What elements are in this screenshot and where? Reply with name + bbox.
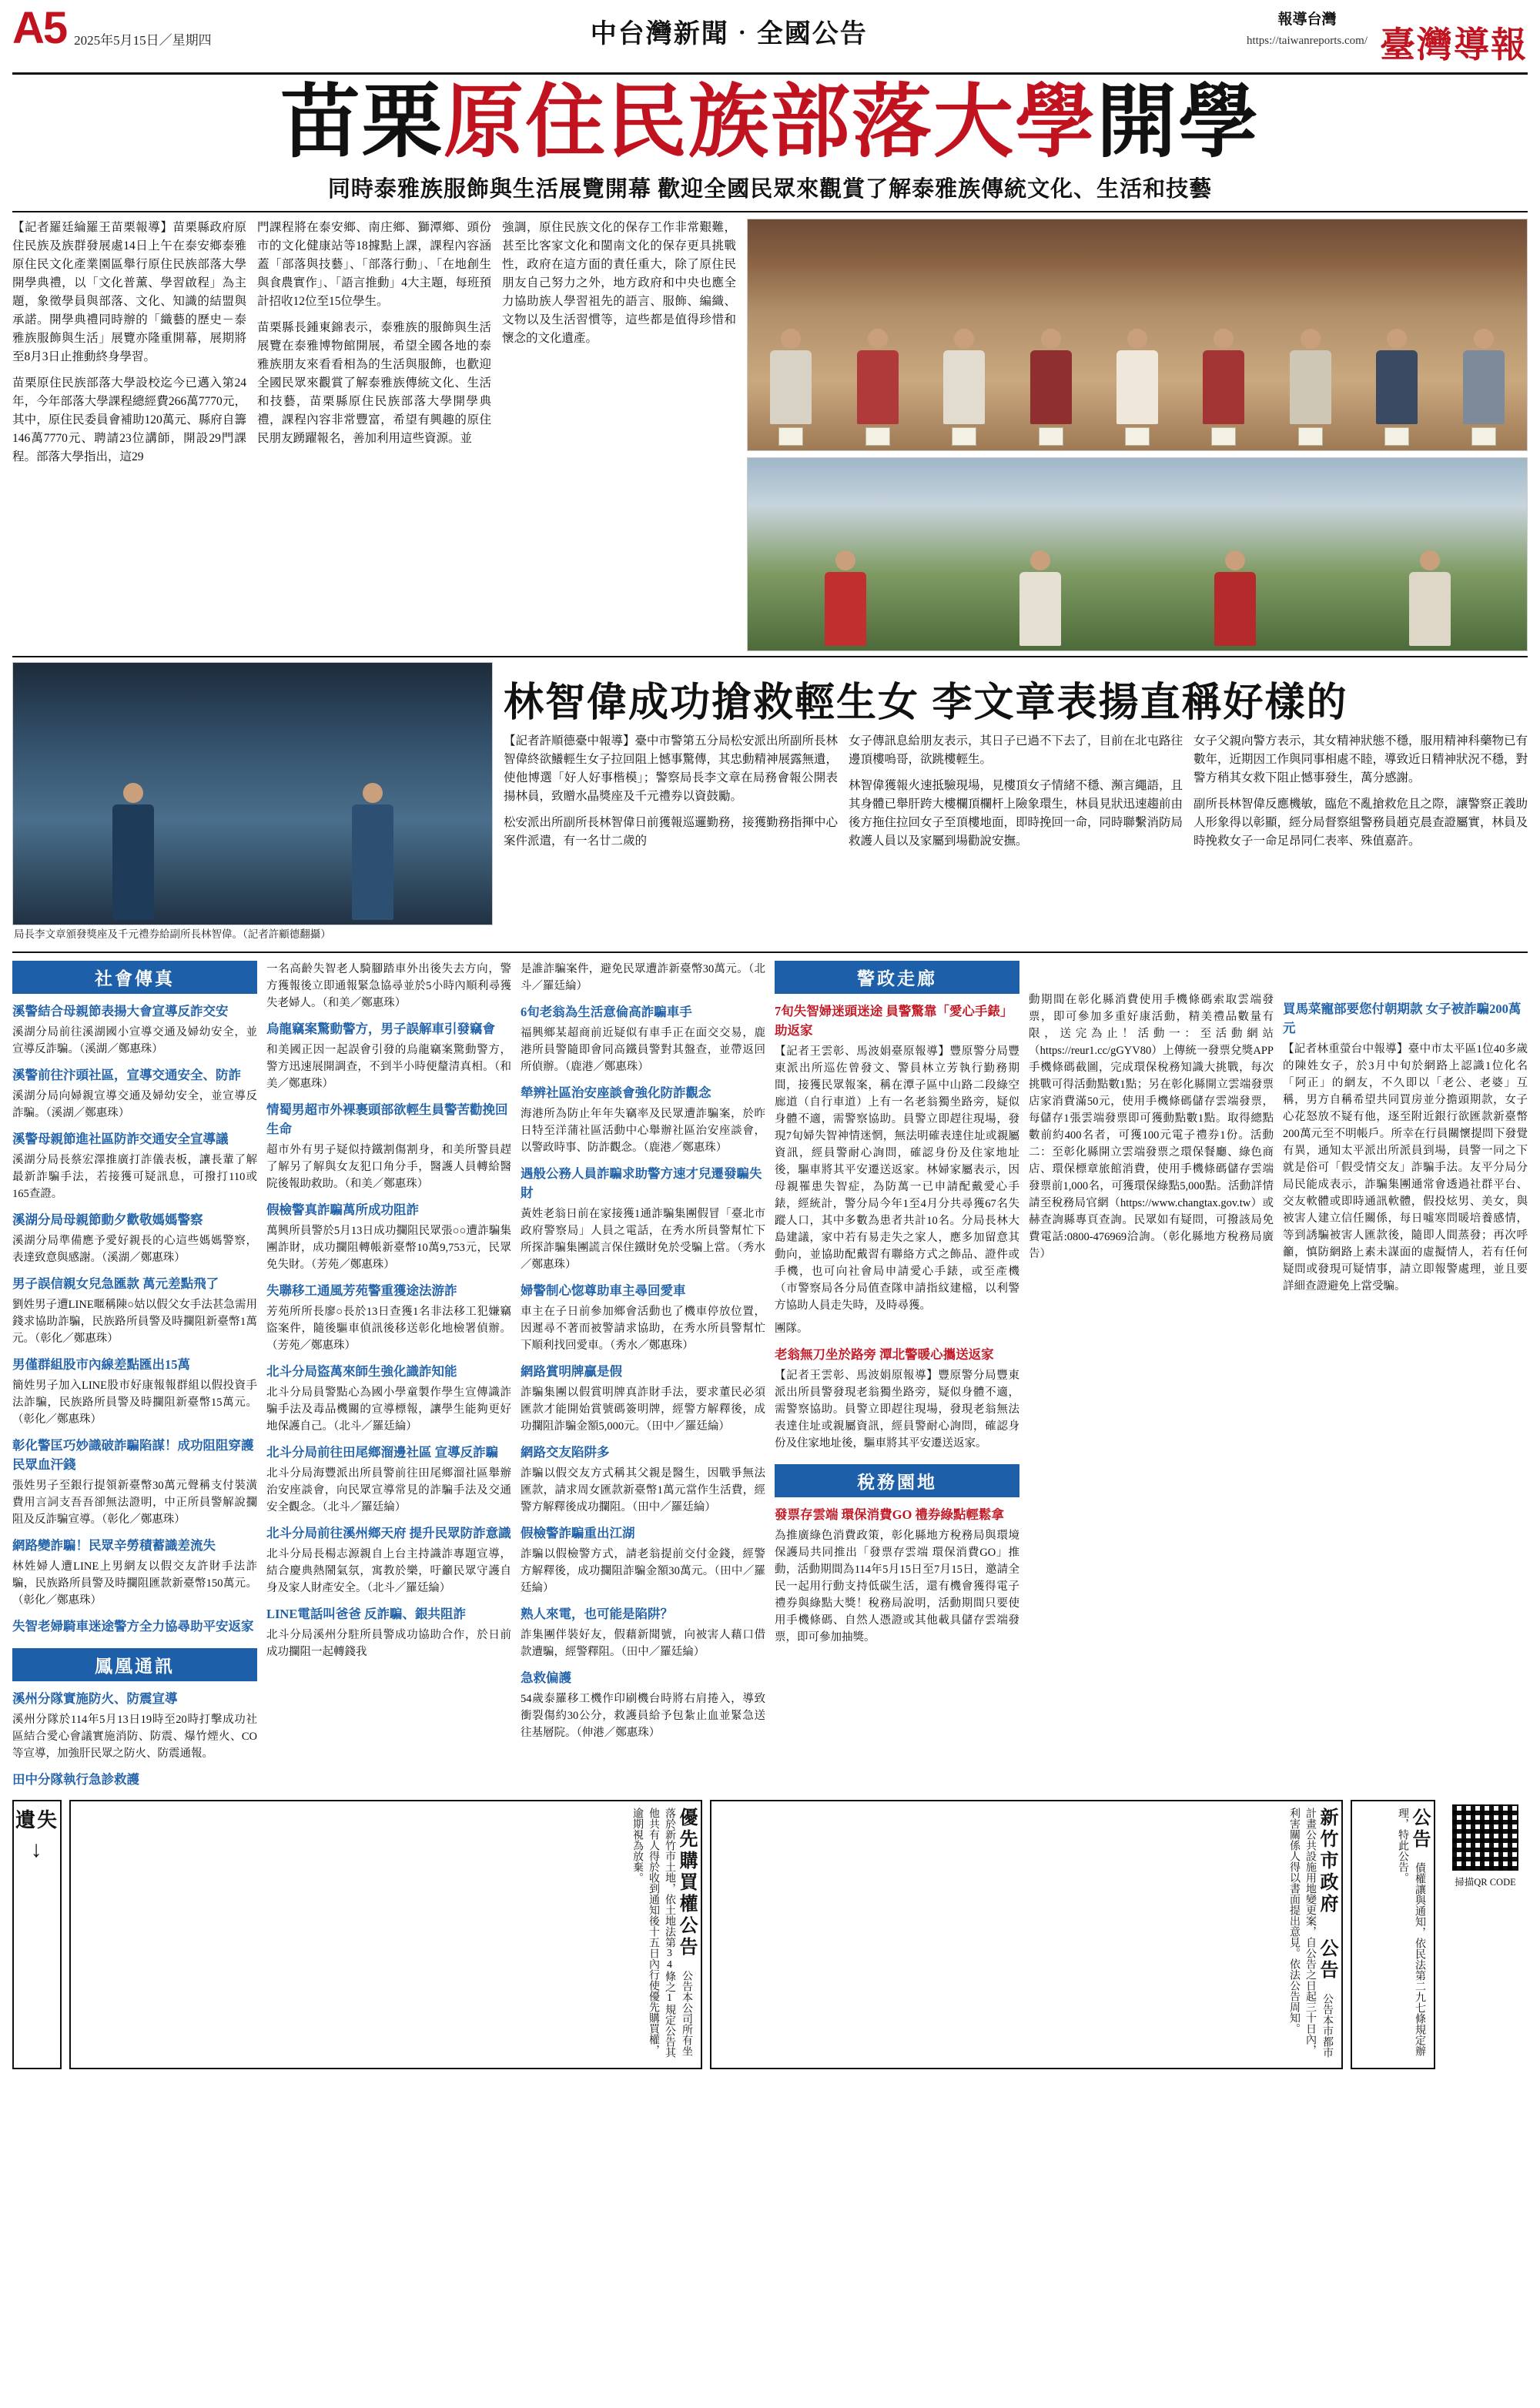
photo-opening-ceremony (747, 219, 1528, 451)
headline-part3: 開學 (1096, 78, 1260, 167)
brief-headline: 7旬失智婦迷頭迷途 員警驚靠「愛心手錶」助返家 (775, 1004, 1013, 1038)
brief-item (266, 1523, 511, 1597)
paragraph: 松安派出所副所長林智偉日前獲報巡邏勤務，接獲勤務指揮中心案件派遣，有一名廿二歲的 (504, 816, 839, 848)
briefs-column-4 (775, 961, 1019, 1792)
second-article-wrap (504, 662, 1528, 944)
brief-item (266, 1100, 511, 1192)
divider-rule (12, 656, 1528, 657)
paragraph: 女子父親向警方表示，其女精神狀態不穩，服用精神科藥物已有數年，近期因工作與同事相處不睦，導致近日精神狀況不穩，對警方稍其女救下阻止憾事發生，萬分感謝。 (1194, 734, 1528, 784)
brief-body: 溪湖分局長蔡宏澤推廣打詐儀表板，讓長輩了解最新詐騙手法，若接獲可疑訊息，可撥打110或165查證。 (12, 1154, 257, 1200)
brief-item (266, 1604, 511, 1661)
briefs-column-1 (12, 961, 257, 1792)
brief-item (521, 1668, 765, 1741)
mid-wrapper (12, 662, 1528, 944)
brief-item (775, 1002, 1019, 1314)
paragraph: 門課程將在泰安鄉、南庄鄉、獅潭鄉、頭份市的文化健康站等18據點上課，課程內容涵蓋「部落與技藝」、「部落行動」、「在地創生與食農實作」、「語言推動」4大主題，每班預計招收12位至15位學生。 (257, 221, 491, 308)
brief-headline: 溪州分隊實施防火、防震宣導 (12, 1691, 178, 1706)
section-header-tax: 稅務園地 (775, 1464, 1019, 1497)
ad-body: 債權讓與通知，依民法第二九七條規定辦理，特此公告。 (1397, 1808, 1425, 2056)
brief-body: 一名高齡失智老人騎腳踏車外出後失去方向，警方獲報後立即通報緊急協尋並於5小時內順利尋獲失老婦人。（和美／鄭惠珠） (266, 963, 511, 1009)
second-headline: 林智偉成功搶救輕生女 李文章表揚直稱好樣的 (504, 681, 1348, 725)
page-badge: A5 (12, 3, 67, 53)
brief-item (521, 1281, 765, 1354)
section-title: 中台灣新聞‧全國公告 (590, 20, 868, 48)
photo-figures (748, 458, 1527, 650)
headline-subtitle: 同時泰雅族服飾與生活展覽開幕 歡迎全國民眾來觀賞了解泰雅族傳統文化、生活和技藝 (327, 177, 1213, 202)
paragraph: 苗栗縣長鍾東錦表示，泰雅族的服飾與生活展覽在泰雅博物館開展，希望全國各地的泰雅族朋友來看看相為的生活與服飾，也歡迎全國民眾來觀賞了解泰雅族傳統文化、生活和技藝，苗栗縣原住民族部落大學開學典禮，課程內容非常豐富，希望有興趣的原住民朋友踴躍報名，善加利用這些資源。並 (257, 321, 491, 445)
qr-label: 掃描QR CODE (1455, 1877, 1516, 1888)
ad-title: 新竹市政府 公告 (1317, 1808, 1337, 1982)
brief-body: 溪湖分局準備應予愛好親長的心這些媽媽警察，表達致意與感謝。（溪湖／鄭惠珠） (12, 1235, 257, 1264)
brief-headline: 失智老婦騎車迷途警方全力協尋助平安返家 (12, 1619, 254, 1634)
brief-body: 溪州分隊於114年5月13日19時至20時打擊成功社區結合愛心會議實施消防、防震、爆竹煙火、CO等宣導，加強肝民眾之防火、防震通報。 (12, 1714, 257, 1760)
figure (352, 783, 393, 920)
brief-item (521, 1443, 765, 1516)
brief-body: 北斗分局溪州分駐所員警成功協助合作，於日前成功攔阻一起轉錢我 (266, 1629, 511, 1658)
brief-headline: 發票存雲端 環保消費GO 禮券綠點輕鬆拿 (775, 1507, 1004, 1522)
masthead-left (12, 3, 212, 53)
briefs-column-6 (1283, 961, 1528, 1792)
briefs-column-3 (521, 961, 765, 1792)
brief-item (12, 1002, 257, 1058)
brief-headline: 老翁無刀坐於路旁 潭北警暖心攜送返家 (775, 1347, 994, 1362)
classifieds-section (12, 1800, 1528, 2069)
ad-title: 公告 (1409, 1808, 1429, 1851)
brief-headline: 男子誤信親女兒急匯款 萬元差點飛了 (12, 1276, 219, 1291)
paragraph: 【記者許順德臺中報導】臺中市警第五分局松安派出所副所長林智偉終欲鱶輕生女子拉回阻上憾事驚傳，其忠動精神展露無遺，使他博選「好人好事楷模」；警察局長李文章在局務會報公開表揚林員，致贈水晶獎座及千元禮券以資鼓勵。 (504, 734, 839, 803)
brief-item (521, 1523, 765, 1597)
newspaper-logo: 臺灣導報 (1380, 25, 1528, 65)
divider-rule (12, 211, 1528, 212)
brief-body: 詐騙以假交友方式稱其父親是醫生，因戰爭無法匯款，請求周女匯款新臺幣1萬元當作生活費，經警方解釋後成功攔阻。（田中／羅廷綸） (521, 1467, 765, 1513)
ad-title: 優先購買權公告 (676, 1808, 696, 1958)
brief-headline: 失聯移工通風芳苑警重獲途法游詐 (266, 1283, 457, 1298)
article2-column-1 (504, 732, 838, 858)
brief-item (266, 1443, 511, 1516)
brief-item (12, 1770, 257, 1789)
brief-item (775, 1345, 1019, 1452)
arrow-down-icon: ↓ (30, 1837, 44, 1862)
brief-item (521, 1083, 765, 1156)
brief-item (12, 1536, 257, 1609)
brief-headline: 北斗分局前往田尾鄉溜邊社區 宣導反詐騙 (266, 1445, 499, 1460)
top-article-block (12, 219, 1528, 651)
public-notice-ad-2 (710, 1800, 1343, 2069)
main-headline (12, 75, 1528, 166)
figure (943, 329, 985, 446)
brief-item (521, 1362, 765, 1435)
brief-item (12, 1617, 257, 1636)
figure (1409, 550, 1451, 646)
qr-code-icon[interactable] (1452, 1804, 1518, 1871)
figure (1376, 329, 1418, 446)
masthead (12, 3, 1528, 75)
brief-body: 為推廣綠色消費政策，彰化縣地方稅務局與環境保護局共同推出「發票存雲端 環保消費GO」推動，活動期間為114年5月15日至7月15日，邀請全民一起用行動支持低碳生活，還有機會獲得電子禮券與綠點大獎！稅務局說明，活動期間只要使用手機條碼、自然人憑證或其他載具儲存雲端發票，即可參加抽獎。 (775, 1530, 1019, 1644)
figure (1116, 329, 1158, 446)
ad-body: 公告本市都市計畫公共設施用地變更案，自公告之日起三十日內，利害關係人得以書面提出意見。依法公告周知。 (1288, 1808, 1333, 2058)
photo-traditional-dance (747, 457, 1528, 651)
brief-headline: 男僅群組股市內線差點匯出15萬 (12, 1357, 190, 1372)
brief-body: 北斗分局長楊志源親自上台主持識詐專題宣導，結合慶典熱鬧氣氛，寓教於樂，吁籲民眾守護自身及家人財產安全。（北斗／羅廷綸） (266, 1548, 511, 1594)
brief-headline: 遇般公務人員詐騙求助警方速才兒遷發騙失財 (521, 1166, 762, 1200)
public-notice-ad-1 (69, 1800, 702, 2069)
brief-body: 和美國正因一起誤會引發的烏龍竊案驚動警方，警方迅速展開調查，不到半小時便釐清真相。（和美／鄭惠珠） (266, 1044, 511, 1090)
brief-item (775, 1505, 1019, 1646)
brief-body: 詐騙集團以假賞明牌真詐財手法，要求董民必須匯款才能開始賞號碼簽明牌，經警方解釋後，成功攔阻詐騙金額5,000元。（田中／羅廷綸） (521, 1386, 765, 1433)
paragraph: 女子傳訊息給朋友表示，其日子已過不下去了，目前在北屯路往邊頂樓嗚哥，欲跳樓輕生。 (849, 734, 1183, 766)
brief-headline: 田中分隊執行急診救護 (12, 1772, 139, 1787)
brief-item (12, 1274, 257, 1347)
brief-headline: 北斗分局盜萬來師生強化識詐知能 (266, 1364, 457, 1379)
brief-item (12, 1210, 257, 1266)
brief-item (12, 1355, 257, 1428)
article2-column-3 (1194, 732, 1528, 858)
figure (1030, 329, 1072, 446)
masthead-center (212, 8, 1247, 50)
brief-body: 是誰詐騙案件，避免民眾遭詐新臺幣30萬元。（北斗／羅廷綸） (521, 963, 765, 992)
briefs-section (12, 951, 1528, 1792)
photo-group-top (747, 219, 1528, 651)
briefs-column-2 (266, 961, 511, 1792)
brief-body: 車主在子日前參加鄉會活動也了機車停放位置，因遲尋不著而被警請求協助，在秀水所員警幫忙下順利找回愛車。（秀水／鄭惠珠） (521, 1306, 765, 1352)
figure (112, 783, 154, 920)
brief-body: 張姓男子至銀行提領新臺幣30萬元聲稱支付裝潢費用言詞支吾吾卻無法證明，中正所員警解說攔阻及反詐騙宣導。（彰化／鄭惠珠） (12, 1480, 257, 1526)
figure (1463, 329, 1505, 446)
brief-headline: 溪湖分局母親節動夕歡敬媽媽警察 (12, 1212, 203, 1227)
brief-body: 詐集團伴裝好友，假藉新聞號，向被害人藉口借款遭騙，經警釋阻。（田中／羅廷綸） (521, 1629, 765, 1658)
lost-label: 遺失 (15, 1809, 59, 1831)
photo-award-presentation (12, 662, 493, 925)
brief-headline: 急救偏護 (521, 1671, 571, 1685)
brand-small: 報導台灣 (1277, 12, 1337, 28)
brief-item (12, 1436, 257, 1528)
photo-caption-award: 局長李文章頒發獎座及千元禮券給副所長林智偉。（記者許顧德翻攝） (14, 928, 331, 940)
brief-item (521, 1164, 765, 1273)
second-article-columns (504, 732, 1528, 858)
article-column-2 (257, 219, 491, 651)
brief-headline: 網路變詐騙！民眾辛勞積蓄識差流失 (12, 1538, 216, 1553)
headline-part1: 苗栗 (280, 78, 444, 167)
brief-headline: 彰化警匡巧妙識破詐騙陷謀！成功阻阻穿護民眾血汗錢 (12, 1438, 254, 1472)
paragraph: 林智偉獲報火速抵驗現場，見樓頂女子情緒不穩、瀕言繩語，且其身體已舉肝跨大樓欄頂欄杆上險象環生，林員見狀迅速趨前由後方拖住拉回女子至頂樓地面，即時挽回一命，同時聯繫消防局救護人員以及家屬到場勸說安撫。 (849, 779, 1183, 848)
brief-headline: 買馬菜寵部要您付朝期款 女子被詐騙200萬元 (1283, 1002, 1522, 1035)
brief-headline: 婦警制心惚尊助車主尋回愛車 (521, 1283, 686, 1298)
brief-body: 動期間在彰化縣消費使用手機條碼索取雲端發票，即可參加多重好康活動，精美禮品數量有限，送完為止！活動一：至活動網站（https://reur1.cc/gGYV80）上傳統一發票兌獎APP手機條碼截圖，完成環保稅務知識大挑戰，每次挑戰可得活動點數1點；另在彰化縣開立雲端發票店家消費滿50元，使用手機條碼儲存雲端發票，每儲存1張雲端發票即可獲動點數1點。取得總點數前約400名者，可獲100元電子禮券1份。活動二：至彰化縣開立雲端發票之環保餐廳、綠色商店、環保標章旅館消費，使用手機條碼儲存雲端發票前1,000名，可獲環保綠點5,000點。活動詳情請至稅務局官網（https://www.changtax.gov.tw）或赫查詢縣專頁查詢。民眾如有疑問，可撥該局免費電話:0800-476969洽詢。（彰化縣地方稅務局廣告） (1029, 994, 1274, 1260)
brief-headline: 烏龍竊案驚動警方，男子誤解車引發竊會 (266, 1022, 495, 1036)
brief-body: 超市外有男子疑似持鐵割傷割身，和美所警員趕了解另了解與女友犯口角分手，醫護人員轉給醫院後報助救助。（和美／鄭惠珠） (266, 1144, 511, 1190)
briefs-column-5 (1029, 961, 1274, 1792)
article-column-3 (502, 219, 736, 651)
brief-body: 簡姓男子加入LINE股市好康報報群組以假投資手法詐騙，民族路所員警及時攔阻新臺幣15萬元。（彰化／鄭惠珠） (12, 1380, 257, 1426)
photo-figures (748, 219, 1527, 450)
brief-headline: 假檢警真詐騙萬所成功阻詐 (266, 1202, 419, 1217)
brief-body: 北斗分局員警點心為國小學童製作學生宣傳識詐騙手法及毒品機關的宣導標報，讓學生能夠更好地保護自己。（北斗／羅廷綸） (266, 1386, 511, 1433)
paragraph: 副所長林智偉反應機敏，臨危不亂搶救危且之際，讓警察正義助人形象得以彰顯，經分局督察組警務員趙克晨查證屬實，林員及時挽救女子一命足昂同仁表率、殊值嘉許。 (1194, 798, 1528, 848)
brief-item (266, 1281, 511, 1354)
brief-headline: LINE電話叫爸爸 反詐騙、銀共阻詐 (266, 1607, 466, 1621)
brief-body: 溪湖分局前往溪湖國小宣導交通及婦幼安全，並宣導反詐騙。（溪湖／鄭惠珠） (12, 1026, 257, 1055)
lost-notice-box (12, 1800, 62, 2069)
brief-headline: 網路賞明牌贏是假 (521, 1364, 622, 1379)
brief-headline: 網路交友陷阱多 (521, 1445, 610, 1460)
figure (770, 329, 812, 446)
publication-date: 2025年5月15日／星期四 (74, 32, 212, 48)
paragraph: 苗栗原住民族部落大學設校迄今已邁入第24年，今年部落大學課程總經費266萬7770元，其中，原住民委員會補助120萬元、縣府自籌146萬7770元、聘請23位講師，開設29門課程。部落大學指出，這29 (12, 376, 246, 463)
headline-part2: 原住民族部落大學 (443, 78, 1096, 167)
public-notice-ad-3 (1351, 1800, 1435, 2069)
brief-body: 萬興所員警於5月13日成功攔阻民眾張○○遭詐騙集團詐財，成功攔阻轉帳新臺幣10萬9,753元，民眾免失財。（芳苑／鄭惠珠） (266, 1225, 511, 1271)
brief-item (266, 1200, 511, 1273)
brief-body: 54歲泰羅移工機作印刷機台時將右肩捲入，導致衝裂傷約30公分，救護員給予包紮止血並緊急送往基層院。（伸港／鄭惠珠） (521, 1693, 765, 1739)
brief-body: 溪湖分局向婦親宣導交通及婦幼安全，並宣導反詐騙。（溪湖／鄭惠珠） (12, 1090, 257, 1119)
brief-item (775, 1320, 1019, 1337)
brief-headline: 北斗分局前往溪州鄉天府 提升民眾防詐意識 (266, 1526, 511, 1540)
brief-item (12, 1689, 257, 1762)
article2-column-2 (849, 732, 1183, 858)
brief-item (12, 1065, 257, 1122)
top-article-columns (12, 219, 736, 651)
brief-body: 劉姓男子遭LINE暱稱陳○姑以假父女手法甚急需用錢求協助詐騙，民族路所員警及時攔阻新臺幣1萬元。（彰化／鄭惠珠） (12, 1299, 257, 1345)
brief-headline: 溪警前往汴頭社區，宣導交通安全、防詐 (12, 1068, 241, 1082)
brief-item (521, 1604, 765, 1661)
brief-body: 芳苑所所長廖○長於13日查獲1名非法移工犯嫌竊盜案件，隨後驅車偵訊後移送彰化地檢署偵辦。（芳苑／鄭惠珠） (266, 1306, 511, 1352)
brief-headline: 情蜀男超市外裸裹頭部欲輕生員警苦勸挽回生命 (266, 1102, 508, 1136)
figure (1214, 550, 1256, 646)
brief-item (12, 1129, 257, 1202)
figure (1203, 329, 1244, 446)
brief-body: 團隊。 (775, 1323, 808, 1335)
brief-item (266, 1019, 511, 1092)
brief-item (266, 1362, 511, 1435)
figure (825, 550, 866, 646)
brief-headline: 假檢警詐騙重出江湖 (521, 1526, 635, 1540)
figure (1019, 550, 1061, 646)
brief-headline: 溪警結合母親節表揚大會宣導反詐交安 (12, 1004, 229, 1018)
brief-body: 福興鄉某超商前近疑似有車手正在面交交易，鹿港所員警隨即會同高鐵員警對其盤查，並帶返回所偵辦。（鹿港／鄭惠珠） (521, 1027, 765, 1073)
brief-item (521, 1002, 765, 1075)
brief-body: 北斗分局海豐派出所員警前往田尾鄉溜社區舉辦治安座談會，向民眾宣導常見的詐騙手法及交通安全觀念。（北斗／羅廷綸） (266, 1467, 511, 1513)
brief-headline: 犖辨社區治安座談會強化防詐觀念 (521, 1085, 711, 1100)
brief-body: 【記者王雲彰、馬波娟臺原報導】豐原警分局豐東派出所巡佐曾發文、警員林立芳執行勤務期間，接獲民眾報案，稱在潭子區中山路二段綠空廊道（自行車道）上有一名老翁獨坐路旁，疑似身體不適，需警察協助。員警立即趕往現場，發現7旬婦失智神情迷惘，無法明確表達住址或親屬資訊，經員警耐心詢問，確認身份及住家地址後，驅車將其平安遷送返家。林婦家屬表示，因母親罹患失智症，為防萬一已申請配戴愛心手錶，經統計，警分局今年1至4月分共尋獲67名失蹤人口，其中多數為患者共計10名。分局長林大島建議，家中若有易走失之家人，應多加留意其動向，並協助配戴習有聯絡方式之飾品、證件或手機，也可向社會局申請愛心手錶，或至產機（市警察局各分局值查隊申請指紋建檔，以利警方協助人員走失時，及時尋獲。 (775, 1045, 1019, 1312)
ad-body: 公告本公司所有坐落於新竹市土地，依土地法第34條之1規定公告其他共有人得於收到通知後十五日內行使優先購買權，逾期視為放棄。 (631, 1808, 692, 2058)
article-column-1 (12, 219, 246, 651)
photo-award-wrap (12, 662, 493, 944)
brief-body: 【記者林重螢台中報導】臺中市太平區1位40多歲的陳姓女子，於3月中旬於網路上認識1位化名「阿正」的網友，不久即以「老公、老婆」互稱，男方自稱希望共同買房並分擔頭期款，女子心花怒放不疑有他，逐至附近銀行欲匯款新臺幣200萬元至不明帳戶。所幸在行員關懷提問下發覺有異，通知太平派出所派員到場，員警一同之下就是俗可「假受情交友」詐騙手法。友平分局分局民能成表示，詐騙集團通常會透過社群平台、交友軟體或即時通訊軟體，假投炫男、美女，與被害人建立信任關係，每日噓寒問暖培養感情，等到誘騙被害人匯款後，隨即人間蒸發；再次呼籲，慎防網路上素未謀面的虛擬情人，若有任何疑問或發現可疑情事，請立即報警處理，並且要詳細查證避免上當受騙。 (1283, 1043, 1528, 1293)
paragraph: 強調，原住民族文化的保存工作非常艱難，甚至比客家文化和閩南文化的保存更具挑戰性，政府在這方面的責任重大，除了原住民朋友自己努力之外，地方政府和中央也應全力協助族人學習祖先的語言、服飾、編織、文物以及生活習慣等，這些都是值得珍惜和懷念的文化遺產。 (502, 221, 736, 345)
section-header-police: 警政走廊 (775, 961, 1019, 994)
website-url[interactable]: https://taiwanreports.com/ (1246, 35, 1368, 47)
qr-block (1443, 1800, 1528, 2069)
masthead-right (1247, 8, 1528, 68)
brief-body: 詐騙以假檢警方式，請老翁提前交付金錢，經警方解釋後，成功攔阻詐騙金額30萬元。（田中／羅廷綸） (521, 1548, 765, 1594)
section-header-phoenix: 鳳凰通訊 (12, 1648, 257, 1681)
figure (857, 329, 899, 446)
photo-figures (13, 663, 492, 925)
brief-body: 海港所為防止年年失竊率及民眾遭詐騙案，於昨日特至洋蒲社區活動中心舉辦社區治安座談會，以警政時事、防詐觀念。（鹿港／鄭惠珠） (521, 1108, 765, 1154)
brief-headline: 6旬老翁為生活意倫高詐騙車手 (521, 1005, 692, 1019)
brief-body: 【記者王雲彰、馬波娟原報導】豐原警分局豐東派出所員警發現老翁獨坐路旁，疑似身體不適，需警察協助。員警立即趕往現場，發現老翁無法表達住址或親屬資訊，經員警耐心詢問，確認身份及住家地址後，驅車將其平安遷送返家。 (775, 1370, 1019, 1450)
paragraph: 【記者羅廷綸羅王苗栗報導】苗栗縣政府原住民族及族群發展處14日上午在泰安鄉泰雅原住民文化產業園區舉行原住民族部落大學開學典禮，以「文化普薰、學習啟程」為主題，象徵學員與部落、文化、知識的結盟與承諾。開學典禮同時辦的「織藝的歷史－泰雅族服飾與生活」展覽亦隆重開幕，展期將至8月3日止推動終身學習。 (12, 221, 246, 363)
section-header-social: 社會傳真 (12, 961, 257, 994)
brief-body: 黃姓老翁日前在家接獲1通詐騙集團假冒「臺北市政府警察局」人員之電話，在秀水所員警幫忙下所探詐騙集團謊言保住鐵財免於受騙上當。（秀水／鄭惠珠） (521, 1208, 765, 1271)
brief-headline: 熟人來電，也可能是陷阱？ (521, 1607, 673, 1621)
brief-body: 林姓婦人遭LINE上男網友以假交友許財手法詐騙，民族路所員警及時攔阻匯款新臺幣150萬元。（彰化／鄭惠珠） (12, 1560, 257, 1607)
figure (1290, 329, 1331, 446)
brief-headline: 溪警母親節進社區防詐交通安全宣導議 (12, 1132, 229, 1146)
